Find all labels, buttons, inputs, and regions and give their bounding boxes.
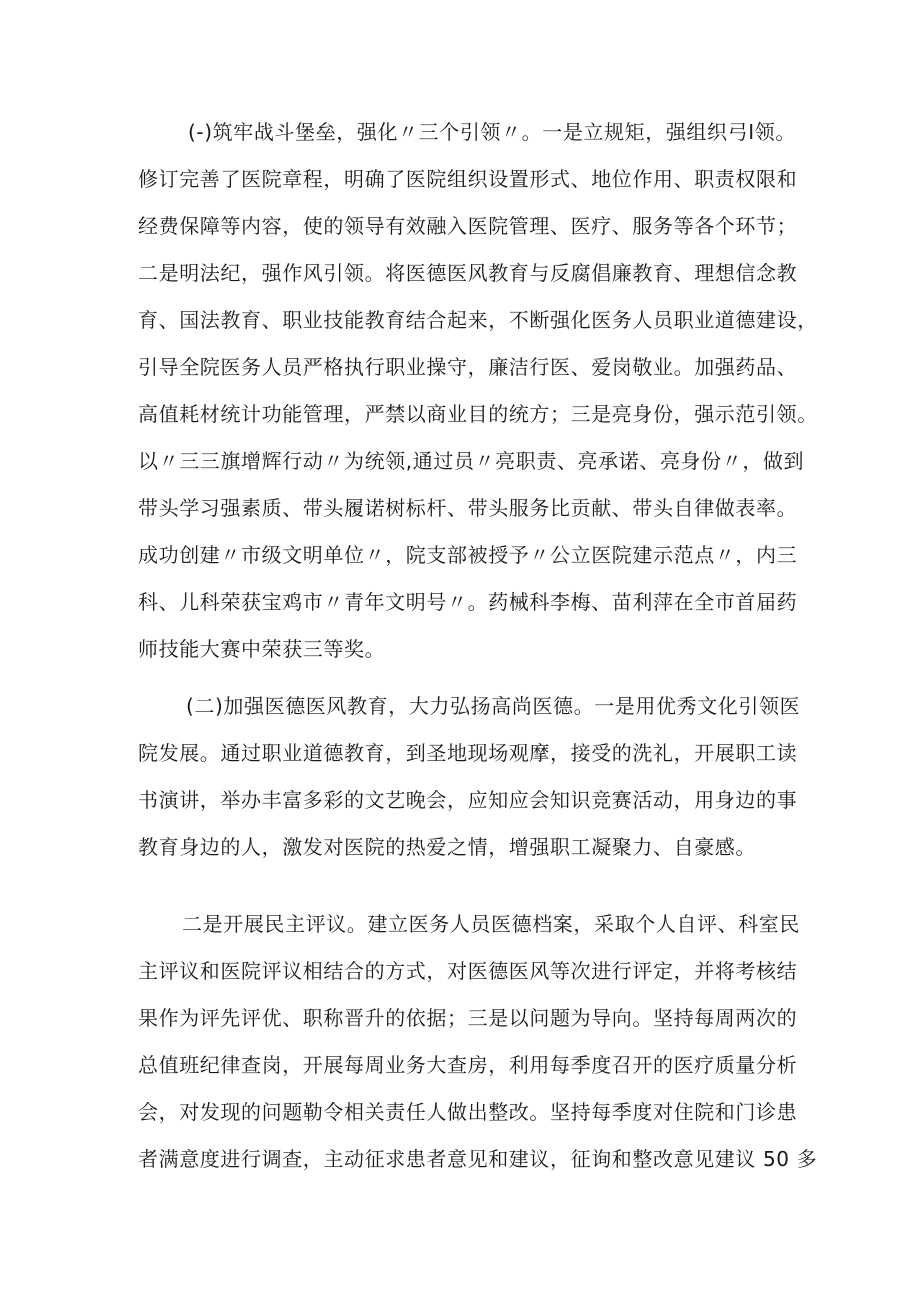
paragraph-line: 高值耗材统计功能管理，严禁以商业目的统方；三是亮身份，强示范引领。 <box>138 402 818 426</box>
paragraph-line: 以〃三三旗增辉行动〃为统领,通过员〃亮职责、亮承诺、亮身份〃，做到 <box>138 449 805 473</box>
paragraph-line: 者满意度进行调查，主动征求患者意见和建议，征询和整改意见建议 50 多 <box>138 1147 818 1171</box>
paragraph-line: 书演讲，举办丰富多彩的文艺晚会，应知应会知识竞赛活动，用身边的事 <box>138 788 798 812</box>
paragraph-line: (二)加强医德医风教育，大力弘扬高尚医德。一是用优秀文化引领医 <box>186 694 801 718</box>
paragraph-line: (-)筑牢战斗堡垒，强化〃三个引领〃。一是立规矩，强组织弓I领。 <box>188 120 796 144</box>
paragraph-line: 师技能大赛中荣获三等奖。 <box>138 637 386 661</box>
paragraph-line: 教育身边的人，激发对医院的热爱之情，增强职工凝聚力、自豪感。 <box>138 835 756 859</box>
paragraph-line: 会，对发现的问题勒令相关责任人做出整改。坚持每季度对住院和门诊患 <box>138 1100 798 1124</box>
paragraph-line: 主评议和医院评议相结合的方式，对医德医风等次进行评定，并将考核结 <box>138 959 798 983</box>
paragraph-line: 引导全院医务人员严格执行职业操守，廉洁行医、爱岗敬业。加强药品、 <box>138 355 798 379</box>
paragraph-line: 经费保障等内容，使的领导有效融入医院管理、医疗、服务等各个环节； <box>138 214 798 238</box>
paragraph-line: 科、儿科荣获宝鸡市〃青年文明号〃。药械科李梅、苗利萍在全市首届药 <box>138 590 798 614</box>
paragraph-line: 院发展。通过职业道德教育，到圣地现场观摩，接受的洗礼，开展职工读 <box>138 741 798 765</box>
paragraph-line: 修订完善了医院章程，明确了医院组织设置形式、地位作用、职责权限和 <box>138 167 798 191</box>
paragraph-line: 二是明法纪，强作风引领。将医德医风教育与反腐倡廉教育、理想信念教 <box>138 261 798 285</box>
paragraph-line: 总值班纪律查岗，开展每周业务大查房，利用每季度召开的医疗质量分析 <box>138 1053 798 1077</box>
paragraph-line: 二是开展民主评议。建立医务人员医德档案，采取个人自评、科室民 <box>182 912 800 936</box>
paragraph-line: 果作为评先评优、职称晋升的依据；三是以问题为导向。坚持每周两次的 <box>138 1006 798 1030</box>
paragraph-line: 带头学习强素质、带头履诺树标杆、带头服务比贡献、带头自律做表率。 <box>138 496 798 520</box>
paragraph-line: 育、国法教育、职业技能教育结合起来，不断强化医务人员职业道德建设， <box>138 308 818 332</box>
paragraph-line: 成功创建〃市级文明单位〃，院支部被授予〃公立医院建示范点〃，内三 <box>138 543 798 567</box>
